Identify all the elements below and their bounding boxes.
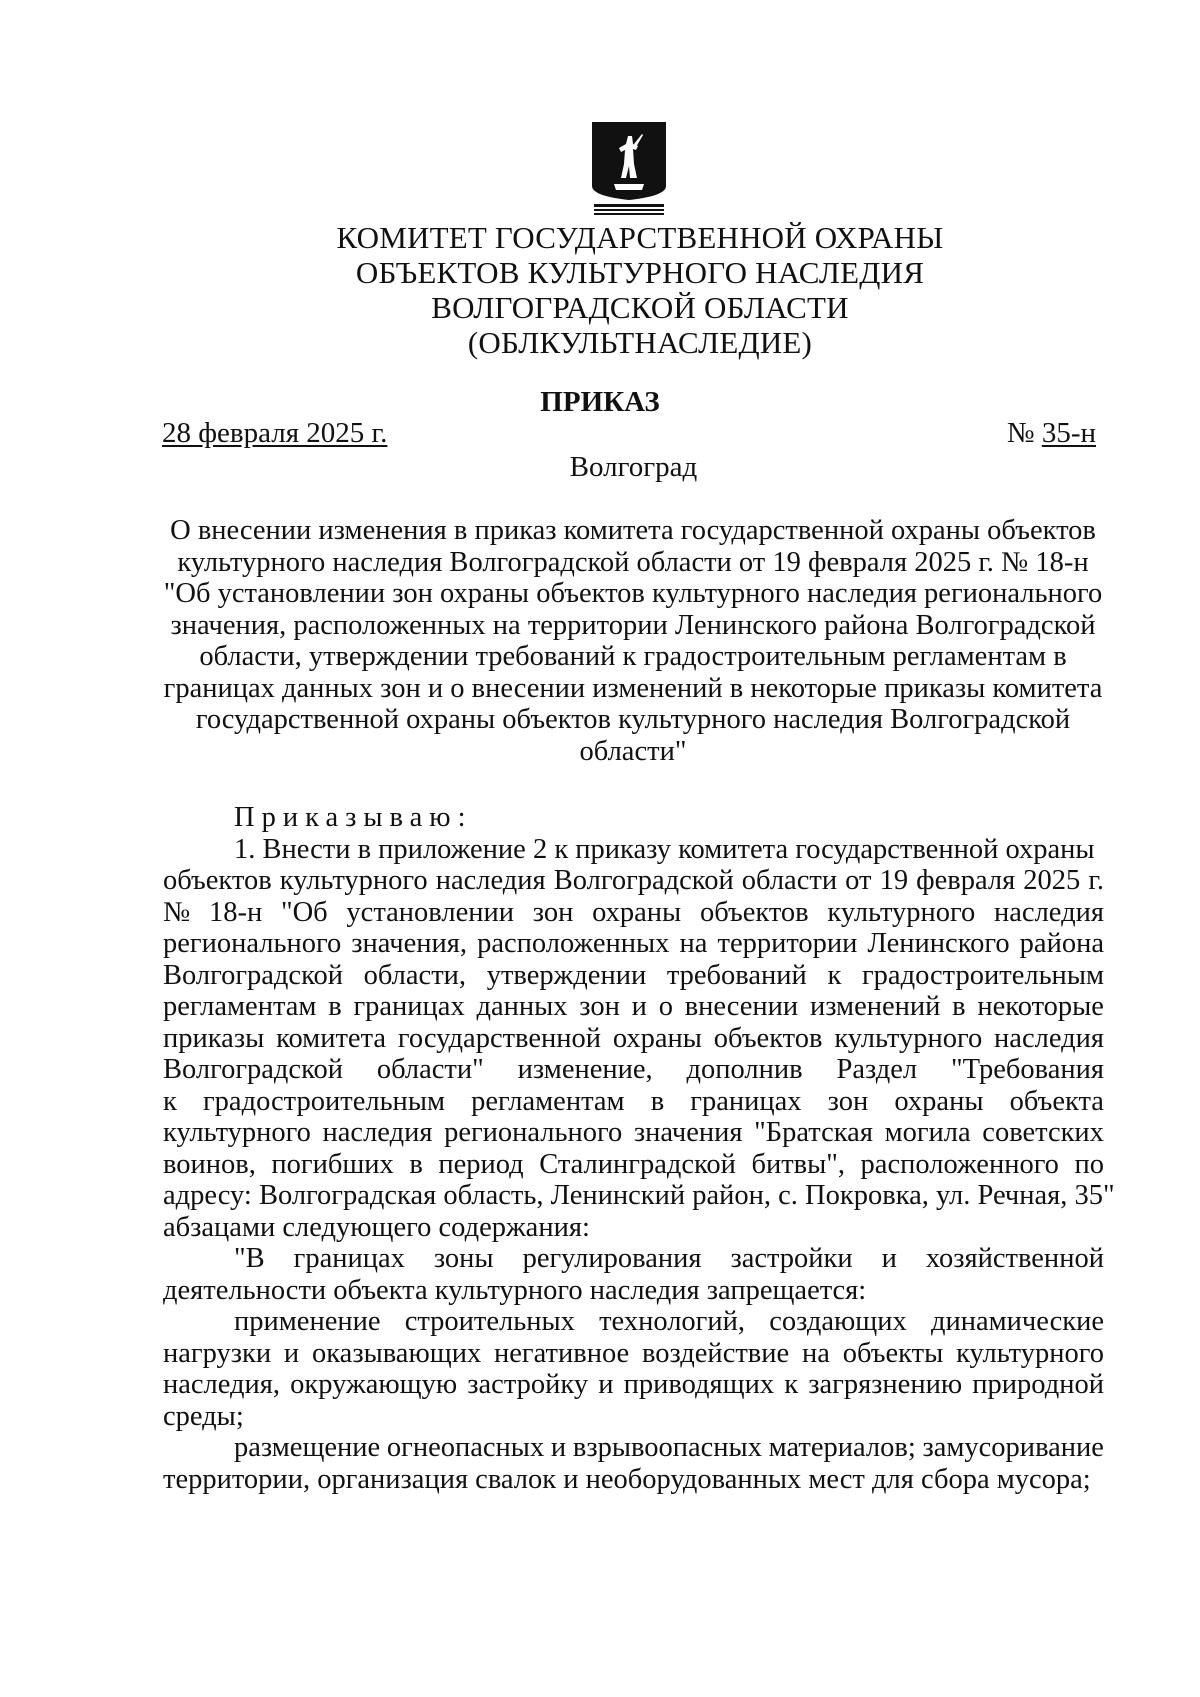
order-word: Приказываю: — [234, 802, 473, 833]
word: советских — [982, 1117, 1104, 1148]
word: 19 — [879, 865, 909, 896]
subject-line: области" — [579, 735, 687, 767]
body-line — [163, 1149, 1104, 1181]
body-line: среды; — [163, 1400, 244, 1432]
body-line — [163, 1306, 1104, 1338]
word: "В — [234, 1243, 265, 1274]
org-line: ВОЛГОГРАДСКОЙ ОБЛАСТИ — [431, 290, 849, 325]
word: объектов — [163, 865, 272, 896]
word: динамические — [930, 1306, 1104, 1337]
word: создающих — [769, 1306, 907, 1337]
word: в — [952, 991, 966, 1022]
word: февраля — [916, 865, 1016, 896]
word: культурного — [279, 865, 428, 896]
word: изменение, — [517, 1054, 653, 1085]
body-line — [163, 928, 1104, 960]
word: материалов; — [768, 1432, 916, 1463]
subject-line: области, утверждении требований к градостроительным регламентам в — [199, 641, 1067, 672]
word: застройки — [730, 1243, 853, 1274]
word: погибших — [271, 1148, 394, 1180]
word: требований — [666, 959, 807, 991]
word: к — [827, 959, 842, 991]
subject-line: О внесении изменения в приказ комитета государственной охраны объектов — [170, 515, 1096, 546]
word: регулирования — [522, 1243, 702, 1274]
order-number — [1007, 416, 1096, 450]
word: области — [741, 865, 838, 896]
order-city: Волгоград — [569, 451, 698, 483]
word: значения, — [351, 928, 468, 959]
word: и — [283, 1337, 300, 1369]
body-line — [163, 1023, 1104, 1055]
paragraph-1 — [163, 833, 1115, 1244]
word: зон — [827, 1085, 869, 1117]
word: наследия — [994, 896, 1104, 928]
word: охраны — [612, 1022, 702, 1054]
body-line: территории, организация свалок и необорудованных мест для сбора мусора; — [163, 1463, 1091, 1495]
word: охраны — [592, 896, 682, 928]
word: внесении — [684, 991, 799, 1022]
word: в — [328, 991, 342, 1022]
word: и — [631, 991, 647, 1022]
word: воздействие — [642, 1337, 790, 1369]
word: объекты — [842, 1337, 944, 1369]
word: нагрузки — [163, 1337, 272, 1369]
body-line — [163, 1369, 1104, 1401]
word: 2025 — [1023, 865, 1081, 896]
word: области" — [376, 1054, 484, 1085]
org-line: ОБЪЕКТОВ КУЛЬТУРНОГО НАСЛЕДИЯ — [355, 255, 925, 290]
word: огнеопасных — [386, 1432, 545, 1463]
word: окружающую — [290, 1369, 458, 1400]
body-line — [163, 1338, 1104, 1370]
word: некоторые — [977, 991, 1104, 1022]
word: наследия — [435, 865, 546, 896]
body-line: деятельности объекта культурного наследия запрещается: — [163, 1274, 867, 1306]
word: период — [438, 1148, 524, 1180]
word: по — [1074, 1148, 1104, 1180]
word: установлении — [346, 896, 514, 928]
word: размещение — [234, 1432, 381, 1463]
word: могила — [884, 1117, 971, 1148]
word: взрывоопасных — [572, 1432, 762, 1463]
word: застройку — [467, 1369, 589, 1400]
body-line — [163, 1117, 1104, 1149]
word: наследия — [322, 1117, 433, 1148]
word: культурного — [827, 896, 976, 928]
word: расположенного — [860, 1148, 1059, 1180]
order-number-prefix: № — [1006, 417, 1042, 449]
word: и — [598, 1369, 614, 1400]
word: замусоривание — [922, 1432, 1104, 1463]
word: градостроительным — [861, 959, 1104, 991]
word: в — [409, 1148, 423, 1180]
word: культурного — [163, 1117, 311, 1148]
word: охраны — [894, 1085, 984, 1117]
word: объекта — [1009, 1085, 1104, 1117]
word: регламентам — [163, 991, 317, 1022]
word: и — [881, 1243, 897, 1274]
word: к — [784, 1369, 799, 1400]
word: данных — [476, 991, 568, 1022]
word: № — [163, 896, 191, 928]
subject-line: государственной охраны объектов культурного наследия Волгоградской — [195, 704, 1071, 735]
word: Раздел — [836, 1054, 918, 1085]
coat-of-arms-icon — [590, 120, 668, 216]
body-line — [163, 865, 1104, 897]
word: Волгоградской — [553, 865, 734, 896]
word: "Об — [280, 896, 328, 928]
word: от — [845, 865, 872, 896]
word: Волгоградской — [163, 959, 343, 991]
word: Волгоградской — [163, 1054, 343, 1085]
word: наследия — [994, 1022, 1104, 1054]
word: зон — [579, 991, 620, 1022]
word: регионального — [163, 928, 342, 959]
subject-line: значения, расположенных на территории Ленинского района Волгоградской — [170, 609, 1096, 641]
body-line — [163, 1432, 1104, 1464]
word: культурного — [956, 1337, 1104, 1369]
body-line — [163, 991, 1104, 1023]
word: границах — [293, 1243, 405, 1274]
body-line — [163, 897, 1104, 929]
word: строительных — [404, 1306, 575, 1337]
word: зон — [532, 896, 574, 928]
word: на — [801, 1337, 830, 1369]
word: к — [163, 1085, 177, 1117]
word: государственной — [397, 1022, 601, 1054]
word: изменений — [809, 991, 941, 1022]
subject-line: "Об установлении зон охраны объектов культурного наследия регионального — [163, 578, 1103, 609]
word: зоны — [433, 1243, 494, 1274]
word: загрязнению — [808, 1369, 963, 1400]
word: территории — [717, 928, 858, 959]
word: оказывающих — [312, 1337, 482, 1369]
order-title: ПРИКАЗ — [540, 386, 660, 418]
word: объектов — [699, 896, 809, 928]
word: Ленинского — [867, 928, 1010, 959]
word: "Требования — [951, 1054, 1104, 1085]
paragraph-3 — [163, 1306, 1104, 1432]
word: границах — [690, 1085, 802, 1117]
word: регламентам — [471, 1085, 625, 1117]
word: регионального — [444, 1117, 623, 1148]
word: и — [550, 1432, 567, 1463]
word: Сталинградской — [539, 1148, 736, 1180]
word: района — [1019, 928, 1104, 959]
word: технологий, — [599, 1306, 745, 1337]
word: хозяйственной — [925, 1243, 1104, 1274]
word: воинов, — [163, 1148, 256, 1180]
body-line — [163, 1054, 1104, 1086]
subject-line: границах данных зон и о внесении изменений в некоторые приказы комитета — [163, 672, 1103, 704]
body-line: 1. Внести в приложение 2 к приказу комитета государственной охраны — [234, 833, 1095, 865]
word: в — [650, 1085, 665, 1117]
word: приказы — [163, 1022, 265, 1054]
body-line — [163, 960, 1104, 992]
word: расположенных — [477, 928, 670, 959]
word: применение — [234, 1306, 381, 1337]
word: г. — [1088, 865, 1104, 896]
body-line: адресу: Волгоградская область, Ленинский район, с. Покровка, ул. Речная, 35" — [163, 1180, 1115, 1211]
word: приводящих — [623, 1369, 775, 1400]
word: "Братская — [754, 1117, 873, 1148]
organization-name — [250, 220, 1030, 360]
word: границах — [353, 991, 465, 1022]
order-subject — [155, 515, 1111, 767]
org-line: КОМИТЕТ ГОСУДАРСТВЕННОЙ ОХРАНЫ — [336, 220, 944, 255]
subject-line: культурного наследия Волгоградской области от 19 февраля 2025 г. № 18-н — [177, 546, 1089, 578]
paragraph-2 — [163, 1243, 1104, 1306]
word: 18-н — [208, 896, 263, 928]
body-line — [163, 1243, 1104, 1275]
word: дополнив — [686, 1054, 803, 1085]
word: утверждении — [486, 959, 647, 991]
word: наследия, — [163, 1369, 281, 1400]
word: о — [658, 991, 673, 1022]
body-line — [163, 1086, 1104, 1118]
order-date: 28 февраля 2025 г. — [162, 417, 388, 449]
word: битвы", — [751, 1148, 846, 1180]
order-number-value: 35-н — [1041, 417, 1096, 449]
org-line: (ОБЛКУЛЬТНАСЛЕДИЕ) — [467, 325, 813, 360]
paragraph-4 — [163, 1432, 1104, 1495]
order-body — [163, 802, 1115, 1495]
word: значения — [633, 1117, 743, 1148]
word: природной — [972, 1369, 1104, 1400]
word: негативное — [494, 1337, 630, 1369]
body-line: абзацами следующего содержания: — [163, 1211, 590, 1243]
word: объектов — [713, 1022, 823, 1054]
word: области, — [363, 959, 467, 991]
word: градостроительным — [202, 1085, 445, 1117]
word: культурного — [834, 1022, 983, 1054]
word: на — [679, 928, 708, 959]
word: комитета — [276, 1022, 387, 1054]
